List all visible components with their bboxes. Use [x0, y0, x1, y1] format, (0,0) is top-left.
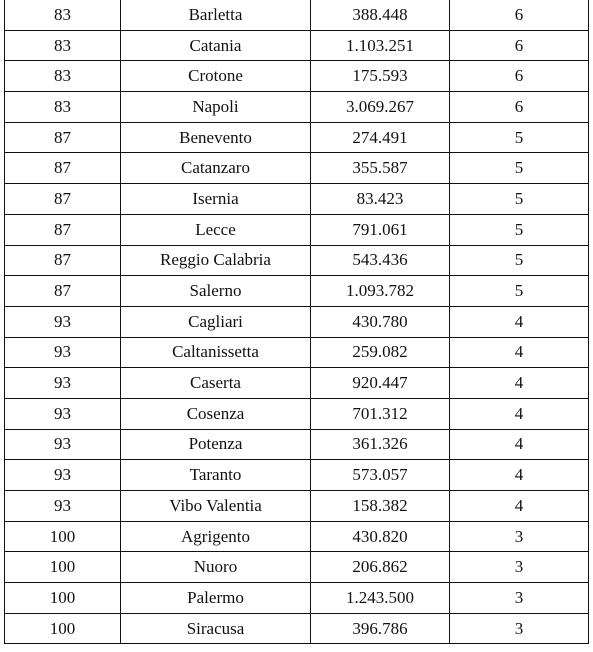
population-cell: 259.082: [311, 337, 450, 368]
ranking-table: [4, 0, 589, 644]
value-cell: 5: [450, 214, 589, 245]
province-cell: Cagliari: [121, 306, 311, 337]
table-row: [5, 306, 589, 337]
province-cell: Cosenza: [121, 398, 311, 429]
population-cell: 3.069.267: [311, 92, 450, 123]
table-row: [5, 613, 589, 644]
rank-cell: 100: [5, 613, 121, 644]
population-cell: 543.436: [311, 245, 450, 276]
value-cell: 6: [450, 30, 589, 61]
value-cell: 4: [450, 306, 589, 337]
rank-cell: 100: [5, 583, 121, 614]
population-cell: 206.862: [311, 552, 450, 583]
value-cell: 6: [450, 92, 589, 123]
table-row: [5, 184, 589, 215]
province-cell: Vibo Valentia: [121, 491, 311, 522]
population-cell: 1.103.251: [311, 30, 450, 61]
rank-cell: 83: [5, 61, 121, 92]
province-cell: Salerno: [121, 276, 311, 307]
rank-cell: 87: [5, 276, 121, 307]
population-cell: 158.382: [311, 491, 450, 522]
rank-cell: 83: [5, 92, 121, 123]
table-row: [5, 30, 589, 61]
table-row: [5, 521, 589, 552]
rank-cell: 93: [5, 491, 121, 522]
value-cell: 4: [450, 398, 589, 429]
rank-cell: 83: [5, 0, 121, 30]
population-cell: 430.780: [311, 306, 450, 337]
rank-cell: 93: [5, 337, 121, 368]
value-cell: 5: [450, 245, 589, 276]
table-row: [5, 460, 589, 491]
population-cell: 430.820: [311, 521, 450, 552]
rank-cell: 100: [5, 521, 121, 552]
value-cell: 5: [450, 184, 589, 215]
table-row: [5, 491, 589, 522]
table-row: [5, 122, 589, 153]
province-cell: Siracusa: [121, 613, 311, 644]
table-row: [5, 337, 589, 368]
value-cell: 3: [450, 583, 589, 614]
rank-cell: 93: [5, 368, 121, 399]
value-cell: 3: [450, 552, 589, 583]
province-cell: Caserta: [121, 368, 311, 399]
value-cell: 3: [450, 613, 589, 644]
rank-cell: 83: [5, 30, 121, 61]
table-row: [5, 245, 589, 276]
province-cell: Agrigento: [121, 521, 311, 552]
province-cell: Isernia: [121, 184, 311, 215]
population-cell: 355.587: [311, 153, 450, 184]
table-row: [5, 0, 589, 30]
table-row: [5, 552, 589, 583]
rank-cell: 93: [5, 429, 121, 460]
population-cell: 361.326: [311, 429, 450, 460]
province-cell: Palermo: [121, 583, 311, 614]
province-cell: Crotone: [121, 61, 311, 92]
population-cell: 175.593: [311, 61, 450, 92]
rank-cell: 93: [5, 398, 121, 429]
ranking-table-body: [5, 0, 589, 644]
value-cell: 3: [450, 521, 589, 552]
population-cell: 1.243.500: [311, 583, 450, 614]
rank-cell: 87: [5, 184, 121, 215]
rank-cell: 100: [5, 552, 121, 583]
rank-cell: 93: [5, 460, 121, 491]
value-cell: 5: [450, 122, 589, 153]
table-row: [5, 276, 589, 307]
province-cell: Catanzaro: [121, 153, 311, 184]
table-row: [5, 368, 589, 399]
province-cell: Nuoro: [121, 552, 311, 583]
province-cell: Caltanissetta: [121, 337, 311, 368]
value-cell: 5: [450, 276, 589, 307]
value-cell: 4: [450, 429, 589, 460]
rank-cell: 87: [5, 153, 121, 184]
value-cell: 4: [450, 491, 589, 522]
value-cell: 6: [450, 0, 589, 30]
population-cell: 573.057: [311, 460, 450, 491]
rank-cell: 87: [5, 245, 121, 276]
population-cell: 388.448: [311, 0, 450, 30]
table-row: [5, 429, 589, 460]
table-row: [5, 153, 589, 184]
province-cell: Barletta: [121, 0, 311, 30]
province-cell: Potenza: [121, 429, 311, 460]
population-cell: 701.312: [311, 398, 450, 429]
value-cell: 6: [450, 61, 589, 92]
rank-cell: 93: [5, 306, 121, 337]
table-row: [5, 583, 589, 614]
province-cell: Catania: [121, 30, 311, 61]
province-cell: Napoli: [121, 92, 311, 123]
rank-cell: 87: [5, 122, 121, 153]
population-cell: 396.786: [311, 613, 450, 644]
table-row: [5, 92, 589, 123]
province-cell: Lecce: [121, 214, 311, 245]
province-cell: Reggio Calabria: [121, 245, 311, 276]
province-cell: Benevento: [121, 122, 311, 153]
rank-cell: 87: [5, 214, 121, 245]
population-cell: 791.061: [311, 214, 450, 245]
value-cell: 4: [450, 337, 589, 368]
province-cell: Taranto: [121, 460, 311, 491]
population-cell: 1.093.782: [311, 276, 450, 307]
population-cell: 920.447: [311, 368, 450, 399]
table-row: [5, 214, 589, 245]
value-cell: 5: [450, 153, 589, 184]
population-cell: 83.423: [311, 184, 450, 215]
value-cell: 4: [450, 368, 589, 399]
table-row: [5, 61, 589, 92]
population-cell: 274.491: [311, 122, 450, 153]
value-cell: 4: [450, 460, 589, 491]
table-row: [5, 398, 589, 429]
